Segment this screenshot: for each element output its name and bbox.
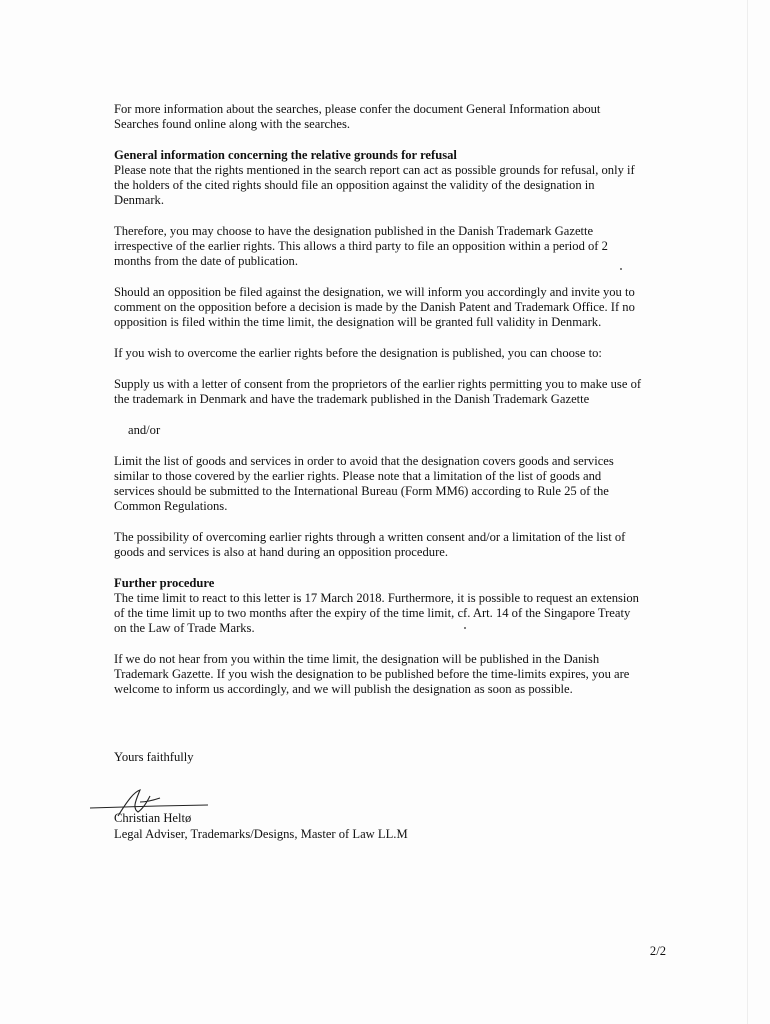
signer-title: Legal Adviser, Trademarks/Designs, Master of Law LL.M (114, 827, 408, 841)
paragraph-overcoming-possibility: The possibility of overcoming earlier rights through a written consent and/or a limitation of the list of goods and services is also at hand during an opposition procedure. (114, 530, 626, 559)
paragraph-letter-of-consent: Supply us with a letter of consent from the proprietors of the earlier rights permitting you to make use of the trademark in Denmark and have the trademark published in the Danish Trademark Gazette (114, 377, 642, 406)
paragraph-opposition-process: Should an opposition be filed against the designation, we will inform you accordingly and invite you to comment on the opposition before a decision is made by the Danish Patent and Trademark Office. If no opposition is filed within the time limit, the designation will be granted full validity in Denmark. (114, 285, 635, 329)
page-number: 2/2 (649, 944, 666, 958)
signer-block (114, 810, 408, 842)
section-further-procedure (114, 576, 644, 636)
paragraph-overcome-options: If you wish to overcome the earlier rights before the designation is published, you can choose to: (114, 346, 602, 360)
scan-speck (464, 627, 466, 629)
heading-relative-grounds: General information concerning the relative grounds for refusal (114, 148, 457, 162)
scan-edge (747, 0, 748, 1024)
paragraph-publication-notice: If we do not hear from you within the time limit, the designation will be published in the Danish Trademark Gazette. If you wish the designation to be published before the time-limits expires, you are welcome to inform us accordingly, and we will publish the designation as soon as possible. (114, 652, 630, 696)
section-relative-grounds (114, 148, 644, 208)
text-and-or: and/or (128, 423, 161, 437)
letter-body (114, 102, 644, 713)
paragraph-publication-option: Therefore, you may choose to have the designation published in the Danish Trademark Gazette irrespective of the earlier rights. This allows a third party to file an opposition within a period of 2 months from the date of publication. (114, 224, 608, 268)
heading-further-procedure: Further procedure (114, 576, 215, 590)
scan-speck (620, 268, 622, 270)
paragraph-time-limit: The time limit to react to this letter is 17 March 2018. Furthermore, it is possible to request an extension of the time limit up to two months after the expiry of the time limit, cf. Art. 14 of the Singapore Treaty on the Law of Trade Marks. (114, 591, 639, 635)
paragraph-search-info: For more information about the searches, please confer the document General Information about Searches found online along with the searches. (114, 102, 601, 131)
signer-name: Christian Heltø (114, 811, 192, 825)
paragraph-limit-goods: Limit the list of goods and services in order to avoid that the designation covers goods and services similar to those covered by the earlier rights. Please note that a limitation of the list of goods and services should be submitted to the International Bureau (Form MM6) according to Rule 25 of the Common Regulations. (114, 454, 614, 513)
salutation: Yours faithfully (114, 750, 194, 764)
paragraph-grounds-note: Please note that the rights mentioned in the search report can act as possible grounds for refusal, only if the holders of the cited rights should file an opposition against the validity of the designation in Denmark. (114, 163, 635, 207)
